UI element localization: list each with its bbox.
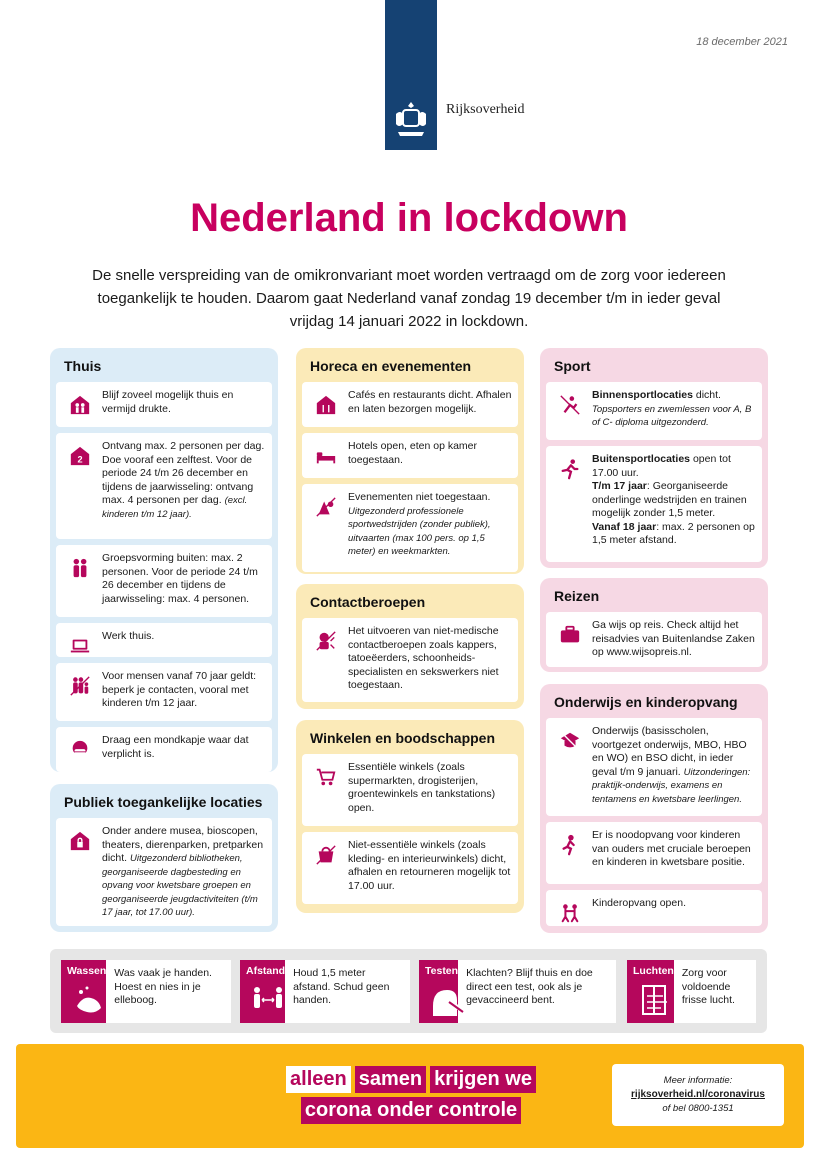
info-phone: of bel 0800-1351	[662, 1103, 734, 1114]
intro-text: De snelle verspreiding van de omikronvariant moet worden vertraagd om de zorg voor iedereen toegankelijk te houden. Daarom gaat Nederland vanaf zondag 19 december t/m in ieder geval vrijdag 14 januari 2022 in lockdown.	[92, 267, 726, 330]
svg-text:2: 2	[77, 454, 83, 465]
list-item: Cafés en restaurants dicht. Afhalen en laten bezorgen mogelijk.	[302, 382, 518, 427]
list-item: Onder andere musea, bioscopen, theaters, dierenparken, pretparken dicht. Uitgezonderd bibliotheken, georganiseerde dagbesteding en opvang voor kwetsbare groepen en georganiseerde jeugdactiviteiten (t/m 17 jaar, tot 17.00 uur).	[56, 818, 272, 926]
slogan	[286, 1066, 536, 1128]
indoor-sport-crossed-icon	[558, 393, 582, 417]
section-sport	[540, 348, 768, 568]
document-date: 18 december 2021	[696, 36, 788, 48]
list-item: Groepsvorming buiten: max. 2 personen. Voor de periode 24 t/m 26 december en tijdens de jaarwisseling: max. 4 personen.	[56, 545, 272, 617]
building-lock-icon	[68, 829, 92, 853]
brand-name: Rijksoverheid	[446, 102, 525, 117]
tip-testen: Testen Klachten? Blijf thuis en doe direct een test, ook als je gevaccineerd bent.	[419, 960, 616, 1023]
event-crossed-icon	[314, 495, 338, 519]
distance-icon	[250, 982, 286, 1018]
list-item: Hotels open, eten op kamer toegestaan.	[302, 433, 518, 478]
runner-icon	[558, 457, 582, 481]
children-icon	[558, 901, 582, 925]
list-item: Ga wijs op reis. Check altijd het reisadvies van Buitenlandse Zaken op www.wijsopreis.nl.	[546, 612, 762, 667]
list-item: Draag een mondkapje waar dat verplicht is.	[56, 727, 272, 772]
house-number-2-icon	[68, 444, 92, 468]
section-heading: Reizen	[554, 588, 600, 604]
slogan-word: alleen	[286, 1066, 351, 1093]
section-heading: Horeca en evenementen	[310, 358, 472, 374]
info-link[interactable]: rijksoverheid.nl/coronavirus	[631, 1089, 765, 1100]
list-item: Niet-essentiële winkels (zoals kleding- en interieurwinkels) dicht, afhalen en retourneren mogelijk tot 17.00 uur.	[302, 832, 518, 904]
group-people-icon	[68, 556, 92, 580]
list-item: Kinderopvang open.	[546, 890, 762, 926]
section-heading: Onderwijs en kinderopvang	[554, 694, 738, 710]
list-item: 2 Ontvang max. 2 personen per dag. Doe vooraf een zelftest. Voor de periode 24 t/m 26 december en tijdens de jaarwisseling: ontvang max. 4 personen per dag. (excl. kinderen t/m 12 jaar).	[56, 433, 272, 539]
tip-afstand: Afstand Houd 1,5 meter afstand. Schud geen handen.	[240, 960, 410, 1023]
section-heading: Contactberoepen	[310, 594, 426, 610]
suitcase-icon	[558, 623, 582, 647]
section-thuis	[50, 348, 278, 772]
school-crossed-icon	[558, 729, 582, 753]
hotel-bed-icon	[314, 444, 338, 468]
slogan-word: krijgen we	[430, 1066, 536, 1093]
list-item: Er is noodopvang voor kinderen van ouders met cruciale beroepen en kinderen in kwetsbare positie.	[546, 822, 762, 884]
crest-icon	[392, 98, 430, 138]
shop-crossed-icon	[314, 843, 338, 867]
section-contact	[296, 584, 524, 709]
section-winkelen	[296, 720, 524, 913]
list-item: Buitensportlocaties open tot 17.00 uur. T/m 17 jaar: Georganiseerde onderlinge wedstrijden en trainen mogelijk zonder 1,5 meter. Vanaf 18 jaar: max. 2 personen op 1,5 meter afstand.	[546, 446, 762, 562]
tip-label: Wassen	[67, 965, 107, 977]
list-item: Essentiële winkels (zoals supermarkten, drogisterijen, groentewinkels en tankstations) open.	[302, 754, 518, 826]
hairdresser-crossed-icon	[314, 629, 338, 653]
ventilation-icon	[637, 982, 673, 1018]
section-heading: Publiek toegankelijke locaties	[64, 794, 263, 810]
tip-wassen: Wassen Was vaak je handen. Hoest en nies in je elleboog.	[61, 960, 231, 1023]
slogan-word: samen	[355, 1066, 426, 1093]
list-item: Evenementen niet toegestaan. Uitgezonderd professionele sportwedstrijden (zonder publiek), uitvaarten (max 100 pers. op 1,5 meter) en weekmarkten.	[302, 484, 518, 572]
slogan-line: corona onder controle	[301, 1097, 521, 1124]
page-title: Nederland in lockdown	[190, 196, 628, 240]
section-onderwijs	[540, 684, 768, 933]
tip-label: Testen	[425, 965, 459, 977]
laptop-icon	[68, 634, 92, 658]
section-heading: Sport	[554, 358, 591, 374]
elderly-people-icon	[68, 674, 92, 698]
section-heading: Thuis	[64, 358, 102, 374]
tip-luchten: Luchten Zorg voor voldoende frisse lucht.	[627, 960, 756, 1023]
hand-washing-icon	[71, 982, 107, 1018]
test-swab-icon	[429, 982, 465, 1018]
list-item: Blijf zoveel mogelijk thuis en vermijd drukte.	[56, 382, 272, 427]
tip-label: Luchten	[633, 965, 674, 977]
tip-label: Afstand	[246, 965, 286, 977]
section-heading: Winkelen en boodschappen	[310, 730, 496, 746]
list-item: Werk thuis.	[56, 623, 272, 657]
list-item: Binnensportlocaties dicht. Topsporters en zwemlessen voor A, B of C- diploma uitgezonderd.	[546, 382, 762, 440]
more-info-box	[612, 1064, 784, 1126]
section-horeca	[296, 348, 524, 574]
section-publiek	[50, 784, 278, 932]
house-people-icon	[68, 393, 92, 417]
list-item: Voor mensen vanaf 70 jaar geldt: beperk je contacten, vooral met kinderen t/m 12 jaar.	[56, 663, 272, 721]
face-mask-icon	[68, 738, 92, 762]
section-reizen	[540, 578, 768, 672]
restaurant-icon	[314, 393, 338, 417]
child-running-icon	[558, 833, 582, 857]
shopping-cart-icon	[314, 765, 338, 789]
info-label: Meer informatie:	[663, 1075, 733, 1086]
list-item: Het uitvoeren van niet-medische contactberoepen zoals kappers, tatoeëerders, schoonheids-specialisten en sekswerkers niet toegestaan.	[302, 618, 518, 702]
list-item: Onderwijs (basisscholen, voortgezet onderwijs, MBO, HBO en WO) en BSO dicht, in ieder geval t/m 9 januari. Uitzonderingen: praktijk-onderwijs, examens en tentamens en kwetsbare leerlingen.	[546, 718, 762, 816]
